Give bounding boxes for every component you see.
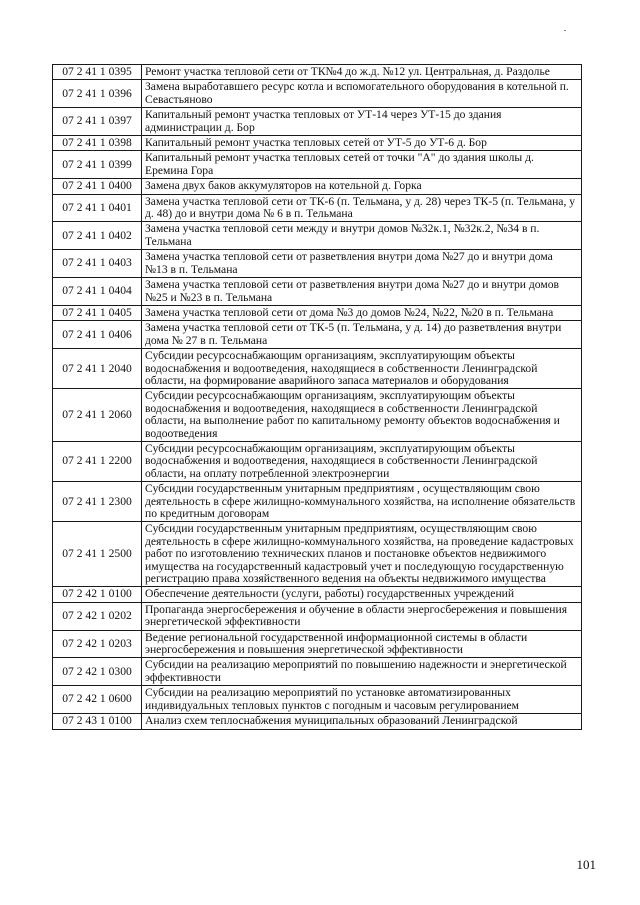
table-row [53,441,582,481]
code-cell: 07 2 41 1 0398 [53,136,142,151]
code-cell: 07 2 43 1 0100 [53,714,142,729]
description-cell: Ремонт участка тепловой сети от ТК№4 до ж.д. №12 ул. Центральная, д. Раздолье [142,65,582,80]
table-body [53,65,582,730]
code-cell: 07 2 42 1 0600 [53,686,142,714]
description-cell: Субсидии на реализацию мероприятий по повышению надежности и энергетической эффективности [142,658,582,686]
description-cell: Субсидии государственным унитарным предприятиям , осуществляющим свою деятельность в сфере жилищно-коммунального хозяйства, на исполнение обязательств по кредитным договорам [142,482,582,522]
description-cell: Субсидии ресурсоснабжающим организациям, эксплуатирующим объекты водоснабжения и водоотведения, находящиеся в собственности Ленинградской области, на формирование аварийного запаса материалов и оборудования [142,349,582,389]
description-cell: Субсидии ресурсоснабжающим организациям, эксплуатирующим объекты водоснабжения и водоотведения, находящиеся в собственности Ленинградской области, на выполнение работ по капитальному ремонту объектов водоснабжения и водоотведения [142,389,582,442]
table-row [53,179,582,194]
code-cell: 07 2 41 1 2060 [53,389,142,442]
table-row [53,151,582,179]
description-cell: Капитальный ремонт участка тепловых сетей от точки "А" до здания школы д. Еремина Гора [142,151,582,179]
description-cell: Капитальный ремонт участка тепловых от УТ-14 через УТ-15 до здания администрации д. Бор [142,108,582,136]
code-cell: 07 2 42 1 0300 [53,658,142,686]
page-number: 101 [576,857,596,872]
table-row [53,482,582,522]
table-row [53,686,582,714]
table-row [53,389,582,442]
code-cell: 07 2 41 1 2500 [53,522,142,587]
description-cell: Замена выработавшего ресурс котла и вспомогательного оборудования в котельной п. Севастьяново [142,80,582,108]
table-row [53,349,582,389]
code-cell: 07 2 41 1 0402 [53,222,142,250]
table-row [53,65,582,80]
table-row [53,108,582,136]
description-cell: Капитальный ремонт участка тепловых сетей от УТ-5 до УТ-6 д. Бор [142,136,582,151]
table-row [53,630,582,658]
code-cell: 07 2 41 1 0395 [53,65,142,80]
table-row [53,522,582,587]
code-cell: 07 2 41 1 0397 [53,108,142,136]
code-cell: 07 2 41 1 2300 [53,482,142,522]
description-cell: Замена участка тепловой сети от ТК-5 (п. Тельмана, у д. 14) до разветвления внутри дома № 27 в п. Тельмана [142,321,582,349]
code-cell: 07 2 41 1 0400 [53,179,142,194]
code-cell: 07 2 42 1 0202 [53,602,142,630]
table-row [53,136,582,151]
code-cell: 07 2 41 1 0396 [53,80,142,108]
table-row [53,714,582,729]
table-row [53,305,582,320]
description-cell: Замена участка тепловой сети от разветвления внутри дома №27 до и внутри домов №25 и №23 в п. Тельмана [142,278,582,306]
code-cell: 07 2 42 1 0100 [53,587,142,602]
table-row [53,602,582,630]
code-cell: 07 2 41 1 2040 [53,349,142,389]
code-cell: 07 2 41 1 0405 [53,305,142,320]
description-cell: Субсидии государственным унитарным предприятиям, осуществляющим свою деятельность в сфере жилищно-коммунального хозяйства, на проведение кадастровых работ по изготовлению технических планов и постановке объектов недвижимого имущества на государственный кадастровый учет и последующую государственную регистрацию права хозяйственного ведения на объекты недвижимого имущества [142,522,582,587]
description-cell: Пропаганда энергосбережения и обучение в области энергосбережения и повышения энергетической эффективности [142,602,582,630]
table-row [53,587,582,602]
description-cell: Замена двух баков аккумуляторов на котельной д. Горка [142,179,582,194]
table-row [53,222,582,250]
table-row [53,658,582,686]
code-cell: 07 2 41 1 2200 [53,441,142,481]
description-cell: Субсидии на реализацию мероприятий по установке автоматизированных индивидуальных тепловых пунктов с погодным и часовым регулированием [142,686,582,714]
description-cell: Замена участка тепловой сети от дома №3 до домов №24, №22, №20 в п. Тельмана [142,305,582,320]
code-cell: 07 2 41 1 0399 [53,151,142,179]
table-row [53,250,582,278]
scan-artifact [564,30,566,31]
code-cell: 07 2 41 1 0404 [53,278,142,306]
code-cell: 07 2 41 1 0403 [53,250,142,278]
table-row [53,321,582,349]
table-row [53,80,582,108]
table-row [53,194,582,222]
code-cell: 07 2 41 1 0401 [53,194,142,222]
description-cell: Замена участка тепловой сети между и внутри домов №32к.1, №32к.2, №34 в п. Тельмана [142,222,582,250]
description-cell: Ведение региональной государственной информационной системы в области энергосбережения и повышения энергетической эффективности [142,630,582,658]
description-cell: Субсидии ресурсоснабжающим организациям, эксплуатирующим объекты водоснабжения и водоотведения, находящиеся в собственности Ленинградской области, на оплату потребленной электроэнергии [142,441,582,481]
description-cell: Замена участка тепловой сети от разветвления внутри дома №27 до и внутри дома №13 в п. Тельмана [142,250,582,278]
description-cell: Обеспечение деятельности (услуги, работы) государственных учреждений [142,587,582,602]
description-cell: Анализ схем теплоснабжения муниципальных образований Ленинградской [142,714,582,729]
table-row [53,278,582,306]
budget-code-table [52,64,582,730]
code-cell: 07 2 42 1 0203 [53,630,142,658]
code-cell: 07 2 41 1 0406 [53,321,142,349]
description-cell: Замена участка тепловой сети от ТК-6 (п. Тельмана, у д. 28) через ТК-5 (п. Тельмана, у д. 48) до и внутри дома № 6 в п. Тельмана [142,194,582,222]
